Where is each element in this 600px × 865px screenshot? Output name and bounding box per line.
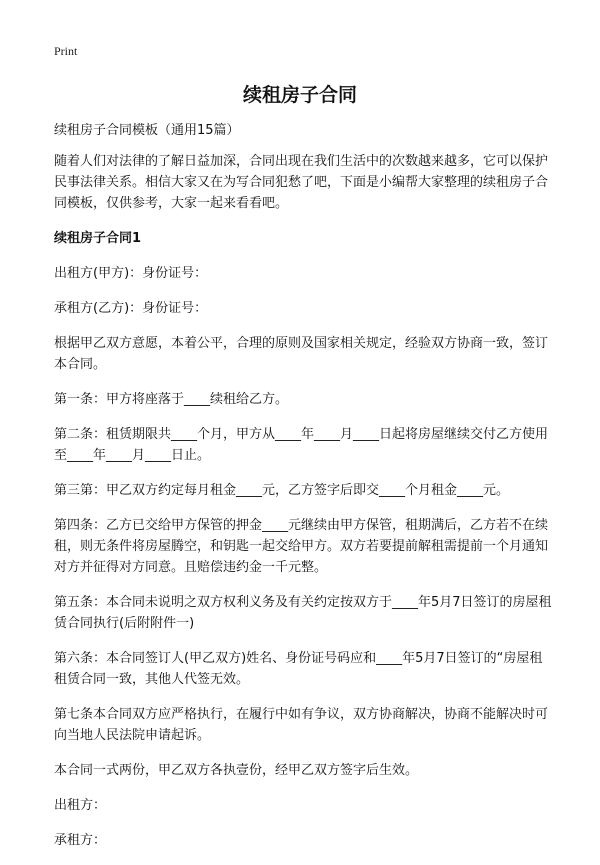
clause-4: 第四条：乙方已交给甲方保管的押金____元继续由甲方保管，租期满后，乙方若不在续租，则无条件将房屋腾空，和钥匙一起交给甲方。双方若要提前解租需提前一个月通知对方并征得对方同意。且赔偿违约金一千元整。 xyxy=(54,518,549,575)
clause-1: 第一条：甲方将座落于____续租给乙方。 xyxy=(54,392,289,407)
document-body xyxy=(54,120,554,865)
lessor-line: 出租方(甲方)：身份证号： xyxy=(54,266,208,281)
preamble-paragraph: 根据甲乙双方意愿，本着公平，合理的原则及国家相关规定，经验双方协商一致，签订本合同。 xyxy=(54,336,549,372)
lessee-signature-line: 承租方： xyxy=(54,833,107,848)
print-link[interactable]: Print xyxy=(54,44,78,58)
closing-paragraph: 本合同一式两份，甲乙双方各执壹份，经甲乙双方签字后生效。 xyxy=(54,763,419,778)
section-heading: 续租房子合同1 xyxy=(54,231,142,246)
intro-paragraph: 随着人们对法律的了解日益加深，合同出现在我们生活中的次数越来越多，它可以保护民事法律关系。相信大家又在为写合同犯愁了吧，下面是小编帮大家整理的续租房子合同模板，仅供参考，大家一起来看看吧。 xyxy=(54,154,549,211)
document-title: 续租房子合同 xyxy=(242,84,357,106)
document-subtitle: 续租房子合同模板（通用15篇） xyxy=(54,123,240,138)
lessor-signature-line: 出租方： xyxy=(54,798,107,813)
clause-7: 第七条本合同双方应严格执行，在履行中如有争议，双方协商解决，协商不能解决时可向当地人民法院申请起诉。 xyxy=(54,707,549,743)
clause-2: 第二条：租赁期限共____个月，甲方从____年____月____日起将房屋继续交付乙方使用至____年____月____日止。 xyxy=(54,427,549,463)
clause-5: 第五条：本合同未说明之双方权利义务及有关约定按双方于____年5月7日签订的房屋租赁合同执行(后附附件一) xyxy=(54,595,552,631)
lessee-line: 承租方(乙方)：身份证号： xyxy=(54,301,208,316)
clause-3: 第三第：甲乙双方约定每月租金____元，乙方签字后即交____个月租金____元。 xyxy=(54,483,510,498)
clause-6: 第六条：本合同签订人(甲乙双方)姓名、身份证号码应和____年5月7日签订的“房屋租租赁合同一致，其他人代签无效。 xyxy=(54,651,543,687)
